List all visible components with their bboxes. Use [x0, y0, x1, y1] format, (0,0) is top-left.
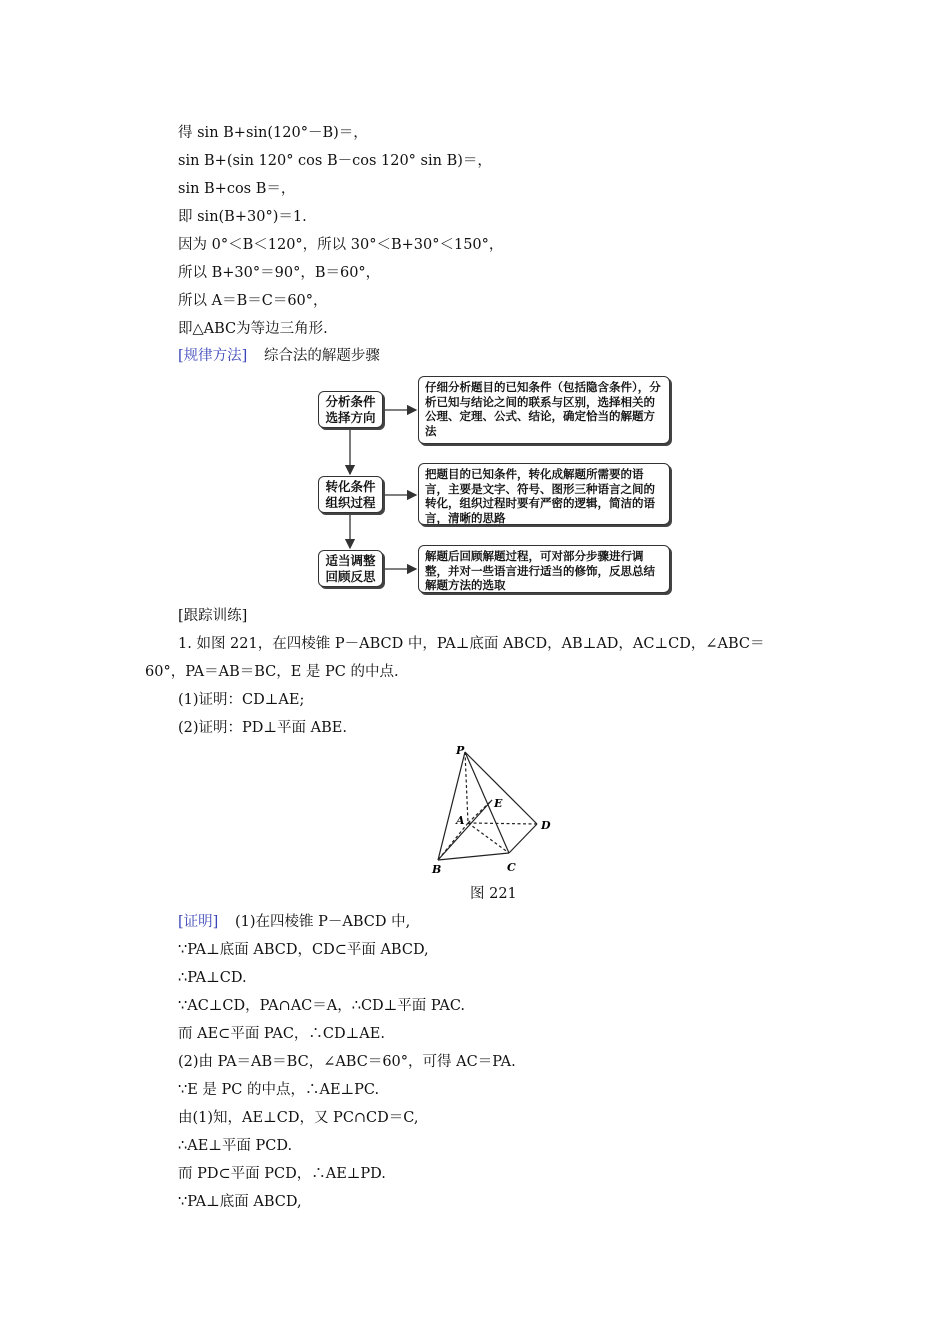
flow-step-label-text: 转化条件 组织过程 [325, 479, 376, 510]
problem-part: (2)证明：PD⊥平面 ABE. [178, 720, 347, 736]
proof-first-line: (1)在四棱锥 P－ABCD 中, [234, 914, 411, 930]
problem-line: 1. 如图 221，在四棱锥 P－ABCD 中，PA⊥底面 ABCD，AB⊥AD，AC⊥CD，∠ABC＝ [178, 636, 765, 652]
proof-line: (2)由 PA＝AB＝BC，∠ABC＝60°，可得 AC＝PA. [178, 1054, 516, 1070]
vertex-label-d: D [541, 819, 551, 832]
method-heading [178, 346, 380, 366]
edge-pc [465, 752, 509, 853]
flow-step-label-text: 分析条件 选择方向 [325, 394, 376, 425]
flow-step-description [418, 463, 670, 525]
proof-line: 由(1)知，AE⊥CD，又 PC∩CD＝C, [178, 1110, 419, 1126]
vertex-label-b: B [432, 863, 442, 876]
pyramid-figure [420, 738, 570, 883]
edge-bc [438, 853, 509, 860]
proof-heading [178, 912, 410, 932]
edge-pa [465, 752, 468, 823]
flow-step-description [418, 545, 670, 593]
edge-ad [468, 823, 537, 824]
flow-step-label [318, 391, 383, 428]
solution-line: 即△ABC为等边三角形. [178, 321, 328, 337]
edge-pd [465, 752, 537, 824]
edge-cd [509, 824, 537, 853]
edge-ae [468, 800, 492, 823]
edge-pb [438, 752, 465, 860]
figure-caption: 图 221 [470, 886, 517, 902]
solution-line: 所以 B+30°＝90°，B＝60°， [178, 265, 381, 281]
proof-line: ∵PA⊥底面 ABCD, [178, 1194, 302, 1210]
proof-line: ∴AE⊥平面 PCD. [178, 1138, 293, 1154]
solution-line: 所以 A＝B＝C＝60°， [178, 293, 328, 309]
flow-step-description-text: 解题后回顾解题过程，可对部分步骤进行调整，并对一些语言进行适当的修饰，反思总结解题方法的选取 [425, 549, 655, 592]
flow-step-description-text: 把题目的已知条件，转化成解题所需要的语言，主要是文字、符号、图形三种语言之间的转化，组织过程时要有严密的逻辑，简洁的语言，清晰的思路 [425, 467, 655, 525]
vertex-label-a: A [456, 814, 465, 827]
method-title: 综合法的解题步骤 [263, 348, 380, 364]
problem-part: (1)证明：CD⊥AE; [178, 692, 305, 708]
solution-line: sin B+(sin 120° cos B－cos 120° sin B)＝， [178, 153, 492, 169]
training-tag: [跟踪训练] [178, 608, 248, 624]
solution-line: sin B+cos B＝， [178, 181, 296, 197]
vertex-label-e: E [494, 797, 503, 810]
proof-line: ∵AC⊥CD，PA∩AC＝A，∴CD⊥平面 PAC. [178, 998, 466, 1014]
proof-line: 而 AE⊂平面 PAC，∴CD⊥AE. [178, 1026, 385, 1042]
solution-line: 得 sin B+sin(120°－B)＝， [178, 125, 368, 141]
proof-line: 而 PD⊂平面 PCD，∴AE⊥PD. [178, 1166, 386, 1182]
flow-step-label [318, 476, 383, 513]
proof-line: ∵PA⊥底面 ABCD，CD⊂平面 ABCD, [178, 942, 429, 958]
method-tag: [规律方法] [178, 348, 248, 364]
solution-line: 即 sin(B+30°)＝1. [178, 209, 307, 225]
solution-line: 因为 0°＜B＜120°，所以 30°＜B+30°＜150°， [178, 237, 504, 253]
flow-step-description [418, 376, 670, 444]
problem-line: 60°，PA＝AB＝BC，E 是 PC 的中点. [145, 664, 399, 680]
vertex-label-c: C [507, 861, 516, 874]
flow-step-label [318, 550, 383, 587]
proof-tag: [证明] [178, 914, 219, 930]
proof-line: ∴PA⊥CD. [178, 970, 247, 986]
vertex-label-p: P [456, 744, 465, 757]
flow-step-label-text: 适当调整 回顾反思 [325, 553, 376, 584]
proof-line: ∵E 是 PC 的中点，∴AE⊥PC. [178, 1082, 380, 1098]
flow-step-description-text: 仔细分析题目的已知条件（包括隐含条件），分析已知与结论之间的联系与区别，选择相关的公理、定理、公式、结论，确定恰当的解题方法 [425, 380, 661, 438]
